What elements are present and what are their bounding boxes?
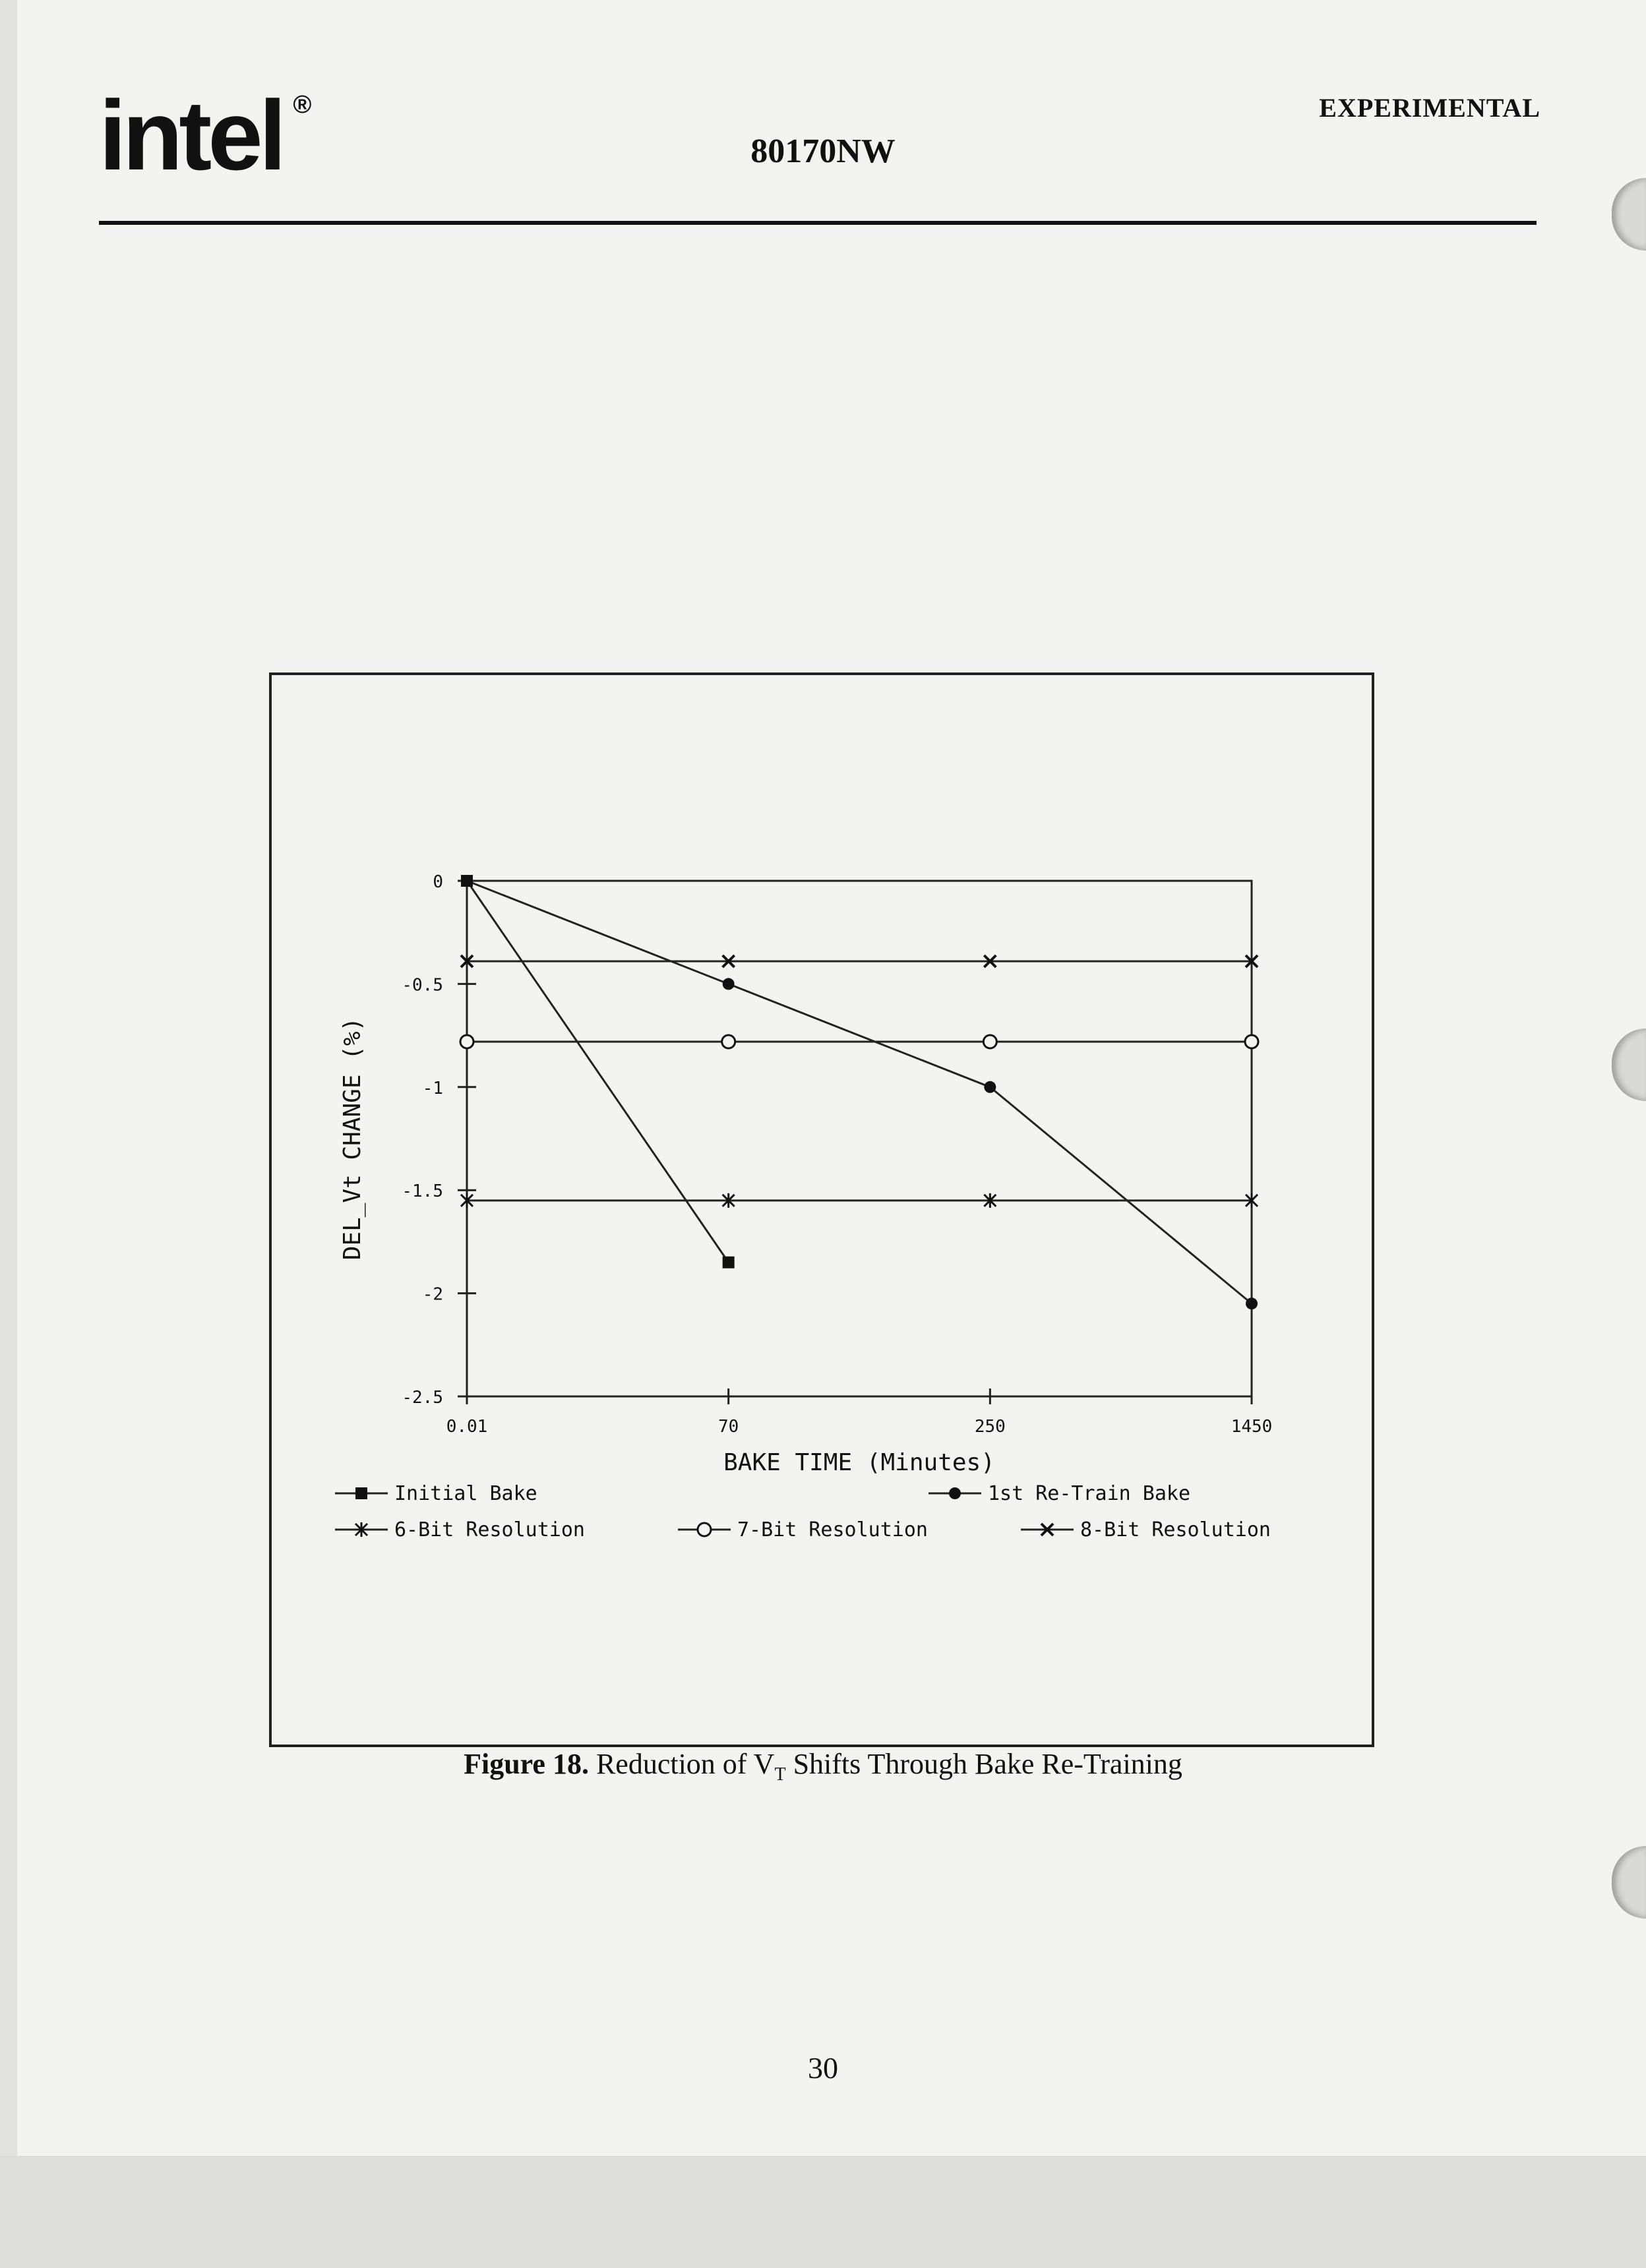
y-axis-label: DEL_Vt CHANGE (%): [339, 1017, 366, 1261]
y-tick-label: -1: [422, 1078, 443, 1098]
legend-entry: [335, 1518, 585, 1541]
plot-area-frame: [467, 881, 1252, 1396]
series-initial-bake: [461, 875, 735, 1268]
legend-entry: [929, 1482, 1190, 1505]
legend-label: 7-Bit Resolution: [737, 1518, 928, 1541]
series-8-bit-resolution: [461, 955, 1258, 967]
figure-caption: [0, 1747, 1646, 1785]
legend-entry: [1021, 1518, 1271, 1541]
y-tick-label: 0: [433, 872, 443, 892]
filled-circle-marker: [984, 1081, 996, 1093]
page-binding-edge: [0, 0, 17, 2268]
binder-hole-bottom: [1612, 1846, 1646, 1919]
page-bottom-edge: [0, 2156, 1646, 2268]
x-tick-label: 1450: [1231, 1417, 1273, 1437]
square-marker: [355, 1487, 367, 1499]
legend-entry: [335, 1482, 537, 1505]
page-number: 30: [808, 2051, 838, 2085]
legend-label: 1st Re-Train Bake: [988, 1482, 1191, 1505]
open-circle-marker: [698, 1523, 711, 1536]
legend-label: 8-Bit Resolution: [1080, 1518, 1271, 1541]
y-tick-label: -2.5: [402, 1388, 443, 1408]
caption-text-start: Reduction of V: [595, 1748, 775, 1780]
x-axis-label: BAKE TIME (Minutes): [723, 1449, 995, 1476]
open-circle-marker: [983, 1035, 996, 1048]
header-rule: [99, 221, 1537, 225]
figure-number: Figure 18.: [464, 1748, 589, 1780]
series-line: [467, 881, 729, 1263]
x-tick-label: 250: [974, 1417, 1006, 1437]
caption-subscript: T: [774, 1764, 786, 1785]
y-tick-label: -0.5: [402, 975, 443, 996]
document-title: 80170NW: [750, 133, 896, 170]
open-circle-marker: [722, 1035, 735, 1048]
x-tick-label: 0.01: [446, 1417, 488, 1437]
logo-wordmark: intel: [99, 80, 283, 191]
filled-circle-marker: [949, 1487, 961, 1499]
registered-mark: ®: [293, 91, 312, 119]
filled-circle-marker: [461, 875, 473, 887]
series-6-bit-resolution: [461, 1193, 1258, 1208]
y-tick-label: -2: [422, 1284, 443, 1305]
open-circle-marker: [460, 1035, 473, 1048]
open-circle-marker: [1245, 1035, 1258, 1048]
caption-text-end: Shifts Through Bake Re-Training: [785, 1748, 1182, 1780]
binder-hole-middle: [1612, 1029, 1646, 1101]
legend-entry: [678, 1518, 928, 1541]
y-tick-label: -1.5: [402, 1181, 443, 1202]
document-status-tag: EXPERIMENTAL: [1319, 93, 1540, 123]
binder-hole-top: [1612, 178, 1646, 251]
square-marker: [723, 1257, 735, 1268]
series-1st-re-train-bake: [461, 875, 1258, 1309]
filled-circle-marker: [1246, 1298, 1258, 1309]
x-tick-label: 70: [718, 1417, 739, 1437]
series-line: [467, 881, 1252, 1303]
bake-time-chart: [269, 672, 1374, 1747]
legend-label: 6-Bit Resolution: [394, 1518, 585, 1541]
legend-label: Initial Bake: [394, 1482, 537, 1505]
filled-circle-marker: [723, 978, 735, 990]
